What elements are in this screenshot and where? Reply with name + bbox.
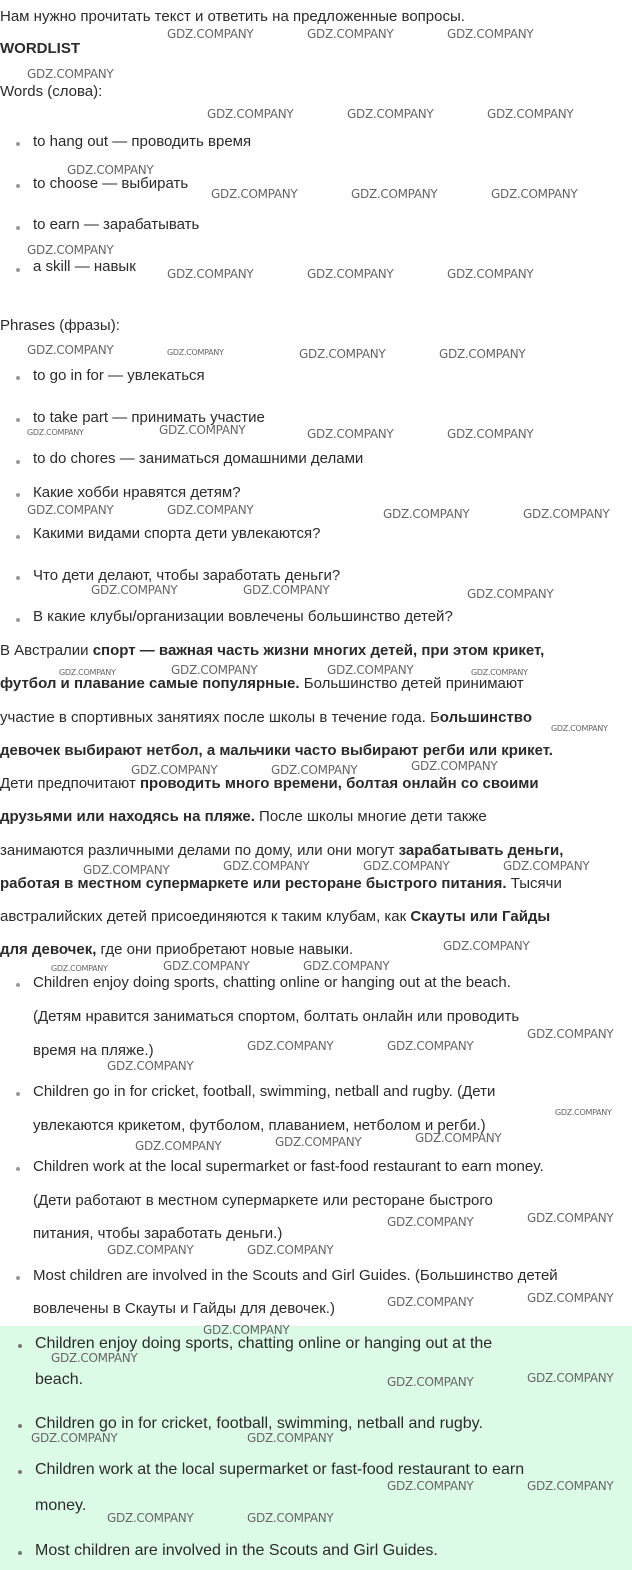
list-item: Children enjoy doing sports, chatting online or hanging out at the (35, 1335, 493, 1352)
watermark: GDZ.COMPANY (167, 348, 224, 357)
list-item: Most children are involved in the Scouts and Girl Guides. (35, 1542, 438, 1559)
list-item: Children go in for cricket, football, swimming, netball and rugby. (35, 1415, 483, 1432)
bullet-icon (16, 184, 20, 188)
watermark: GDZ.COMPANY (207, 107, 294, 121)
watermark: GDZ.COMPANY (387, 1295, 474, 1309)
list-item: Children go in for cricket, football, swimming, netball and rugby. (Дети (33, 1083, 496, 1100)
watermark: GDZ.COMPANY (27, 343, 114, 357)
watermark: GDZ.COMPANY (411, 759, 498, 773)
watermark: GDZ.COMPANY (31, 1431, 118, 1445)
watermark: GDZ.COMPANY (51, 1351, 138, 1365)
words-heading: Words (слова): (0, 83, 103, 100)
watermark: GDZ.COMPANY (527, 1371, 614, 1385)
watermark: GDZ.COMPANY (243, 583, 330, 597)
watermark: GDZ.COMPANY (387, 1215, 474, 1229)
watermark: GDZ.COMPANY (167, 503, 254, 517)
bullet-icon (16, 618, 20, 622)
list-item: Какие хобби нравятся детям? (33, 484, 241, 501)
bullet-icon (18, 1551, 22, 1555)
watermark: GDZ.COMPANY (307, 427, 394, 441)
watermark: GDZ.COMPANY (247, 1511, 334, 1525)
watermark: GDZ.COMPANY (107, 1511, 194, 1525)
watermark: GDZ.COMPANY (91, 583, 178, 597)
bullet-icon (16, 576, 20, 580)
watermark: GDZ.COMPANY (383, 507, 470, 521)
watermark: GDZ.COMPANY (167, 267, 254, 281)
bullet-icon (16, 226, 20, 230)
intro-text: Нам нужно прочитать текст и ответить на предложенные вопросы. (0, 8, 465, 25)
bullet-icon (16, 983, 20, 987)
watermark: GDZ.COMPANY (167, 27, 254, 41)
bullet-icon (16, 268, 20, 272)
list-item: В какие клубы/организации вовлечены большинство детей? (33, 608, 453, 625)
bullet-icon (16, 1167, 20, 1171)
watermark: GDZ.COMPANY (163, 959, 250, 973)
bullet-icon (18, 1344, 22, 1348)
bullet-icon (18, 1424, 22, 1428)
list-item: Children work at the local supermarket or fast-food restaurant to earn (35, 1461, 525, 1478)
watermark: GDZ.COMPANY (351, 187, 438, 201)
watermark: GDZ.COMPANY (387, 1375, 474, 1389)
watermark: GDZ.COMPANY (491, 187, 578, 201)
bullet-icon (16, 376, 20, 380)
watermark: GDZ.COMPANY (415, 1131, 502, 1145)
watermark: GDZ.COMPANY (27, 428, 84, 437)
watermark: GDZ.COMPANY (527, 1211, 614, 1225)
watermark: GDZ.COMPANY (551, 724, 608, 733)
watermark: GDZ.COMPANY (107, 1059, 194, 1073)
watermark: GDZ.COMPANY (159, 423, 246, 437)
watermark: GDZ.COMPANY (503, 859, 590, 873)
watermark: GDZ.COMPANY (447, 27, 534, 41)
watermark: GDZ.COMPANY (59, 668, 116, 677)
watermark: GDZ.COMPANY (27, 503, 114, 517)
watermark: GDZ.COMPANY (387, 1039, 474, 1053)
watermark: GDZ.COMPANY (443, 939, 530, 953)
watermark: GDZ.COMPANY (275, 1135, 362, 1149)
list-item-line: увлекаются крикетом, футболом, плаванием, нетболом и регби.) (33, 1117, 486, 1134)
list-item: Children work at the local supermarket or fast-food restaurant to earn money. (33, 1158, 544, 1175)
watermark: GDZ.COMPANY (303, 959, 390, 973)
watermark: GDZ.COMPANY (247, 1431, 334, 1445)
list-item: a skill — навык (33, 258, 136, 275)
list-item-line: beach. (35, 1371, 84, 1388)
watermark: GDZ.COMPANY (307, 267, 394, 281)
watermark: GDZ.COMPANY (27, 243, 114, 257)
watermark: GDZ.COMPANY (171, 663, 258, 677)
bullet-icon (16, 1092, 20, 1096)
list-item: to hang out — проводить время (33, 133, 252, 150)
bullet-icon (16, 493, 20, 497)
watermark: GDZ.COMPANY (247, 1243, 334, 1257)
watermark: GDZ.COMPANY (527, 1027, 614, 1041)
list-item: Most children are involved in the Scouts and Girl Guides. (Большинство детей (33, 1267, 558, 1284)
watermark: GDZ.COMPANY (467, 587, 554, 601)
list-item: to take part — принимать участие (33, 409, 265, 426)
watermark: GDZ.COMPANY (527, 1291, 614, 1305)
watermark: GDZ.COMPANY (223, 859, 310, 873)
watermark: GDZ.COMPANY (135, 1139, 222, 1153)
list-item: Какими видами спорта дети увлекаются? (33, 525, 321, 542)
list-item: to earn — зарабатывать (33, 216, 200, 233)
list-item: Children enjoy doing sports, chatting online or hanging out at the beach. (33, 974, 511, 991)
list-item: to do chores — заниматься домашними делами (33, 450, 364, 467)
bullet-icon (16, 142, 20, 146)
bullet-icon (16, 1276, 20, 1280)
watermark: GDZ.COMPANY (83, 863, 170, 877)
watermark: GDZ.COMPANY (307, 27, 394, 41)
watermark: GDZ.COMPANY (447, 427, 534, 441)
list-item: Что дети делают, чтобы заработать деньги? (33, 567, 341, 584)
watermark: GDZ.COMPANY (107, 1243, 194, 1257)
watermark: GDZ.COMPANY (447, 267, 534, 281)
watermark: GDZ.COMPANY (67, 163, 154, 177)
list-item-line: питания, чтобы заработать деньги.) (33, 1225, 283, 1242)
watermark: GDZ.COMPANY (51, 964, 108, 973)
watermark: GDZ.COMPANY (471, 668, 528, 677)
watermark: GDZ.COMPANY (439, 347, 526, 361)
watermark: GDZ.COMPANY (347, 107, 434, 121)
list-item-line: вовлечены в Скауты и Гайды для девочек.) (33, 1300, 335, 1317)
list-item-line: money. (35, 1497, 87, 1514)
watermark: GDZ.COMPANY (387, 1479, 474, 1493)
watermark: GDZ.COMPANY (527, 1479, 614, 1493)
watermark: GDZ.COMPANY (203, 1323, 290, 1337)
watermark: GDZ.COMPANY (327, 663, 414, 677)
watermark: GDZ.COMPANY (299, 347, 386, 361)
watermark: GDZ.COMPANY (555, 1108, 612, 1117)
list-item-line: время на пляже.) (33, 1042, 154, 1059)
list-item: to go in for — увлекаться (33, 367, 205, 384)
watermark: GDZ.COMPANY (27, 67, 114, 81)
bullet-icon (16, 460, 20, 464)
wordlist-heading: WORDLIST (0, 40, 80, 57)
bullet-icon (16, 418, 20, 422)
watermark: GDZ.COMPANY (247, 1039, 334, 1053)
watermark: GDZ.COMPANY (131, 763, 218, 777)
list-item-line: (Дети работают в местном супермаркете или ресторане быстрого (33, 1192, 493, 1209)
watermark: GDZ.COMPANY (211, 187, 298, 201)
watermark: GDZ.COMPANY (271, 763, 358, 777)
bullet-icon (16, 535, 20, 539)
bullet-icon (18, 1470, 22, 1474)
watermark: GDZ.COMPANY (523, 507, 610, 521)
list-item: to choose — выбирать (33, 175, 189, 192)
list-item-line: (Детям нравится заниматься спортом, болтать онлайн или проводить (33, 1008, 520, 1025)
phrases-heading: Phrases (фразы): (0, 317, 120, 334)
watermark: GDZ.COMPANY (487, 107, 574, 121)
watermark: GDZ.COMPANY (363, 859, 450, 873)
